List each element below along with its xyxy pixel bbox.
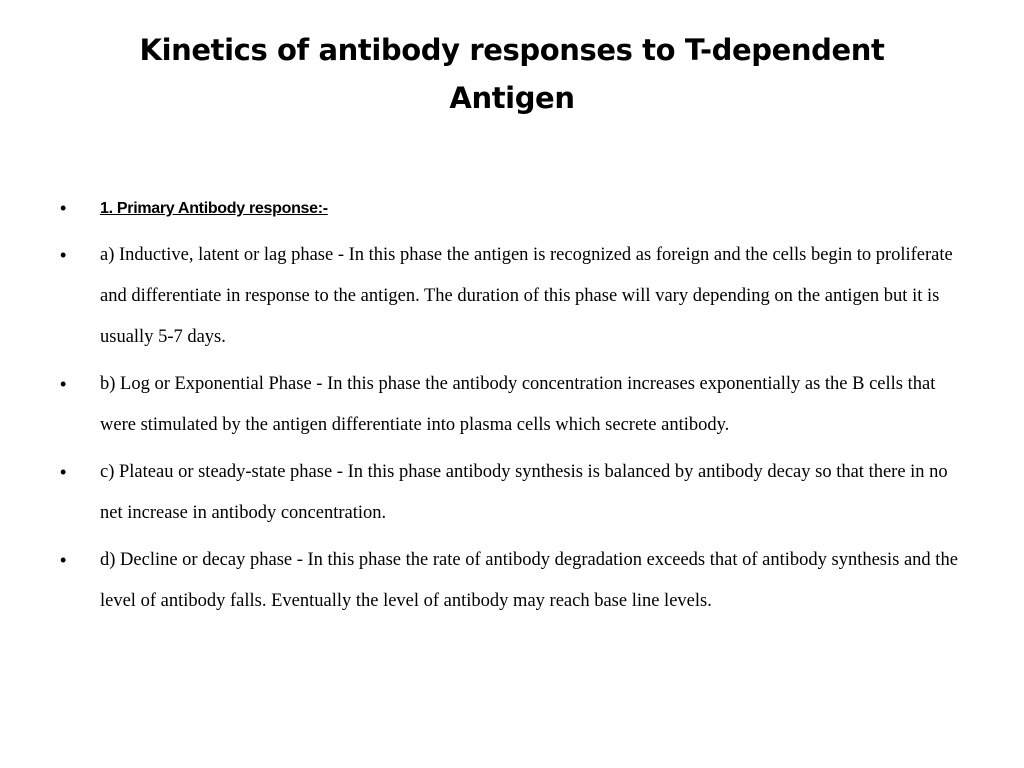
phase-a-text: a) Inductive, latent or lag phase - In this phase the antigen is recognized as foreign and the cells begin to proliferate and differentiate in response to the antigen. The duration of this phase will vary depending on the antigen but it is usually 5-7 days.: [100, 245, 953, 347]
bullet-item-heading: [60, 188, 960, 229]
bullet-item-phase-d: [60, 540, 960, 622]
phase-d-text: d) Decline or decay phase - In this phase the rate of antibody degradation exceeds that of antibody synthesis and the level of antibody falls. Eventually the level of antibody may reach base line levels.: [100, 550, 958, 611]
bullet-marker: •: [60, 462, 67, 482]
bullet-marker: •: [60, 550, 67, 570]
bullet-item-phase-c: [60, 452, 960, 534]
phase-b-text: b) Log or Exponential Phase - In this phase the antibody concentration increases exponentially as the B cells that were stimulated by the antigen differentiate into plasma cells which secrete antibody.: [100, 374, 936, 435]
section-heading: 1. Primary Antibody response:-: [100, 200, 328, 217]
bullet-marker: •: [60, 245, 67, 265]
bullet-list: [60, 188, 960, 628]
bullet-item-phase-b: [60, 364, 960, 446]
bullet-marker: •: [60, 374, 67, 394]
bullet-marker: •: [60, 198, 67, 218]
phase-c-text: c) Plateau or steady-state phase - In this phase antibody synthesis is balanced by antibody decay so that there in no net increase in antibody concentration.: [100, 462, 948, 523]
bullet-item-phase-a: [60, 235, 960, 358]
slide-title: Kinetics of antibody responses to T-dependent Antigen: [139, 33, 885, 115]
